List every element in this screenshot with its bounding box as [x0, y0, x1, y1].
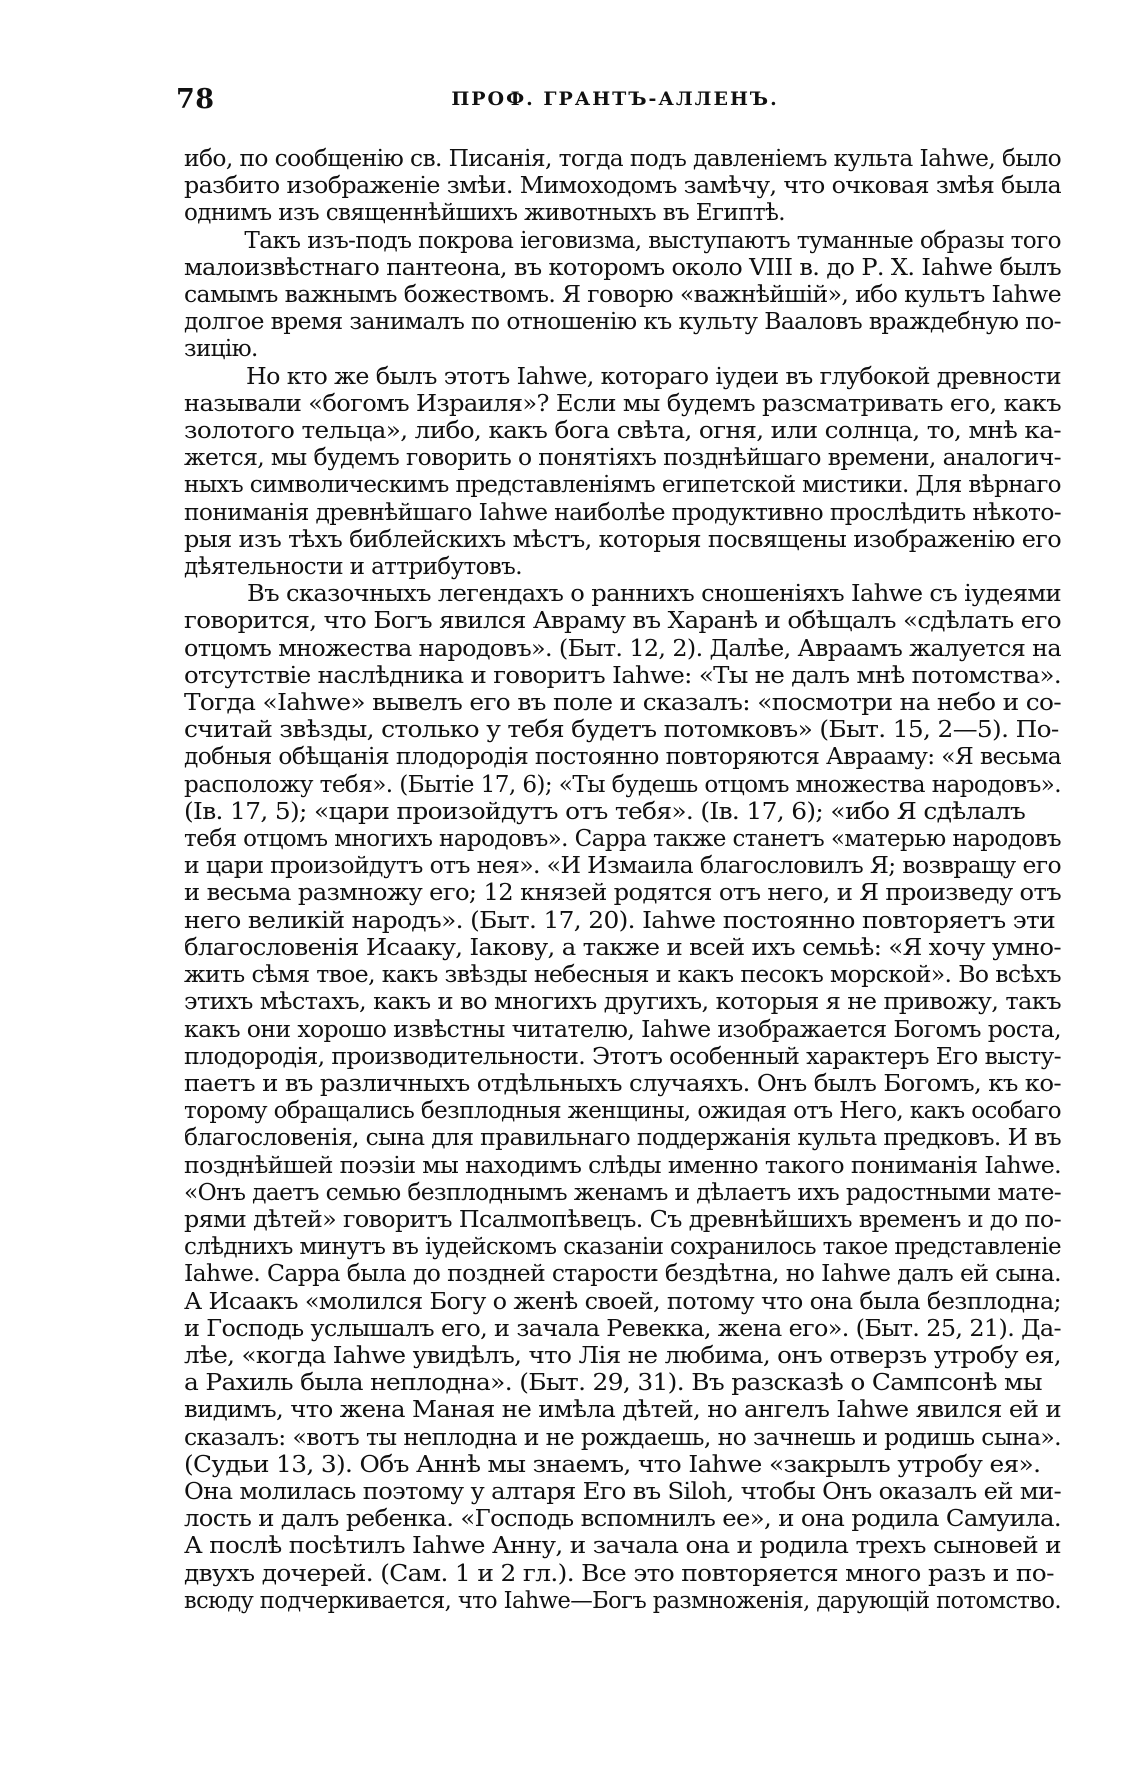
- text-line: какъ они хорошо извѣстны читателю, Iahwe изображается Богомъ роста,: [184, 1016, 1061, 1043]
- text-line: Но кто же былъ этотъ Iahwe, котораго іудеи въ глубокой древности: [246, 363, 1061, 390]
- text-line: (Iв. 17, 5); «цари произойдутъ отъ тебя». (Iв. 17, 6); «ибо Я сдѣлалъ: [184, 798, 1026, 825]
- text-line: ныхъ символическимъ представленіямъ египетской мистики. Для вѣрнаго: [184, 472, 1061, 499]
- text-line: лѣе, «когда Iahwe увидѣлъ, что Лія не любима, онъ отверзъ утробу ея,: [184, 1342, 1061, 1369]
- text-line: однимъ изъ священнѣйшихъ животныхъ въ Египтѣ.: [184, 200, 785, 227]
- text-line: говорится, что Богъ явился Авраму въ Харанѣ и обѣщалъ «сдѣлать его: [184, 608, 1061, 635]
- text-line: и цари произойдутъ отъ нея». «И Измаила благословилъ Я; возвращу его: [184, 853, 1062, 880]
- text-line: самымъ важнымъ божествомъ. Я говорю «важнѣйшій», ибо культъ Iahwe: [184, 282, 1062, 309]
- text-line: а Рахиль была неплодна». (Быт. 29, 31). Въ разсказѣ о Сампсонѣ мы: [184, 1370, 1042, 1397]
- text-line: видимъ, что жена Маная не имѣла дѣтей, но ангелъ Iahwe явился ей и: [184, 1397, 1062, 1424]
- text-line: позднѣйшей поэзіи мы находимъ слѣды именно такого пониманія Iahwe.: [184, 1152, 1062, 1179]
- text-line: сказалъ: «вотъ ты неплодна и не рождаешь, но зачнешь и родишь сына».: [184, 1424, 1062, 1451]
- text-line: считай звѣзды, столько у тебя будетъ потомковъ» (Быт. 15, 2—5). По-: [184, 717, 1059, 744]
- text-line: Въ сказочныхъ легендахъ о раннихъ сношеніяхъ Iahwe съ іудеями: [247, 581, 1062, 608]
- text-line: благословенія, сына для правильнаго поддержанія культа предковъ. И въ: [184, 1125, 1061, 1152]
- text-line: А Исаакъ «молился Богу о женѣ своей, потому что она была безплодна;: [184, 1288, 1062, 1315]
- text-line: слѣднихъ минутъ въ іудейскомъ сказаніи сохранилось такое представленіе: [184, 1234, 1061, 1261]
- text-line: «Онъ даетъ семью безплоднымъ женамъ и дѣлаетъ ихъ радостными мате-: [184, 1179, 1062, 1206]
- text-line: добныя обѣщанія плодородія постоянно повторяются Аврааму: «Я весьма: [184, 744, 1062, 771]
- text-line: жется, мы будемъ говорить о понятіяхъ позднѣйшаго времени, аналогич-: [184, 445, 1061, 472]
- body-text: [184, 146, 1061, 1615]
- text-line: А послѣ посѣтилъ Iahwe Анну, и зачала она и родила трехъ сыновей и: [184, 1533, 1061, 1560]
- text-line: рыя изъ тѣхъ библейскихъ мѣстъ, которыя посвящены изображенію его: [184, 526, 1062, 553]
- text-line: разбито изображеніе змѣи. Мимоходомъ замѣчу, что очковая змѣя была: [184, 173, 1062, 200]
- text-line: малоизвѣстнаго пантеона, въ которомъ около VIII в. до Р. Х. Iahwe былъ: [184, 254, 1061, 281]
- text-line: называли «богомъ Израиля»? Если мы будемъ разсматривать его, какъ: [184, 390, 1061, 417]
- paragraph: [184, 146, 1061, 228]
- text-line: тебя отцомъ многихъ народовъ». Сарра также станетъ «матерью народовъ: [184, 826, 1062, 853]
- text-line: этихъ мѣстахъ, какъ и во многихъ другихъ, которыя я не привожу, такъ: [184, 989, 1062, 1016]
- text-line: него великій народъ». (Быт. 17, 20). Iahwe постоянно повторяетъ эти: [184, 907, 1056, 934]
- text-line: благословенія Исааку, Iакову, а также и всей ихъ семьѣ: «Я хочу умно-: [184, 934, 1061, 961]
- text-line: паетъ и въ различныхъ отдѣльныхъ случаяхъ. Онъ былъ Богомъ, къ ко-: [184, 1070, 1062, 1097]
- text-line: зицію.: [184, 336, 258, 363]
- text-line: и весьма размножу его; 12 князей родятся отъ него, и Я произведу отъ: [184, 880, 1062, 907]
- paragraph: [184, 228, 1061, 364]
- paragraph: [184, 581, 1061, 1615]
- text-line: (Судьи 13, 3). Объ Аннѣ мы знаемъ, что Iahwe «закрылъ утробу ея».: [184, 1451, 1041, 1478]
- text-line: Iahwe. Сарра была до поздней старости бездѣтна, но Iahwe далъ ей сына.: [184, 1261, 1061, 1288]
- text-line: всюду подчеркивается, что Iahwe—Богъ размноженія, дарующій потомство.: [184, 1587, 1061, 1614]
- text-line: и Господь услышалъ его, и зачала Ревекка, жена его». (Быт. 25, 21). Да-: [184, 1315, 1062, 1342]
- text-line: расположу тебя». (Бытіе 17, 6); «Ты будешь отцомъ множества народовъ».: [184, 771, 1061, 798]
- text-line: плодородія, производительности. Этотъ особенный характеръ Его высту-: [184, 1043, 1062, 1070]
- page-header: [176, 84, 1054, 118]
- text-line: Такъ изъ-подъ покрова іеговизма, выступаютъ туманные образы того: [244, 227, 1062, 254]
- text-line: отсутствіе наслѣдника и говоритъ Iahwe: «Ты не далъ мнѣ потомства».: [184, 662, 1061, 689]
- text-line: пониманія древнѣйшаго Iahwe наиболѣе продуктивно прослѣдить нѣкото-: [184, 499, 1061, 526]
- text-line: отцомъ множества народовъ». (Быт. 12, 2). Далѣе, Авраамъ жалуется на: [184, 635, 1061, 662]
- text-line: долгое время занималъ по отношенію къ культу Вааловъ враждебную по-: [184, 309, 1061, 336]
- text-line: Тогда «Iahwe» вывелъ его въ поле и сказалъ: «посмотри на небо и со-: [184, 690, 1062, 717]
- text-line: торому обращались безплодныя женщины, ожидая отъ Него, какъ особаго: [184, 1098, 1062, 1125]
- paragraph: [184, 364, 1061, 582]
- page-number: 78: [176, 84, 215, 115]
- text-line: лость и далъ ребенка. «Господь вспомнилъ ее», и она родила Самуила.: [184, 1506, 1061, 1533]
- text-line: Она молилась поэтому у алтаря Его въ Siloh, чтобы Онъ оказалъ ей ми-: [184, 1478, 1062, 1505]
- text-line: ибо, по сообщенію св. Писанія, тогда подъ давленіемъ культа Iahwe, было: [184, 146, 1062, 172]
- text-line: двухъ дочерей. (Сам. 1 и 2 гл.). Все это повторяется много разъ и по-: [184, 1560, 1054, 1587]
- running-head: ПРОФ. ГРАНТЪ-АЛЛЕНЪ.: [451, 88, 779, 110]
- text-line: дѣятельности и аттрибутовъ.: [184, 554, 522, 581]
- text-line: рями дѣтей» говоритъ Псалмопѣвецъ. Съ древнѣйшихъ временъ и до по-: [184, 1206, 1061, 1233]
- text-line: золотого тельца», либо, какъ бога свѣта, огня, или солнца, то, мнѣ ка-: [184, 418, 1062, 445]
- text-line: жить сѣмя твое, какъ звѣзды небесныя и какъ песокъ морской». Во всѣхъ: [184, 962, 1061, 989]
